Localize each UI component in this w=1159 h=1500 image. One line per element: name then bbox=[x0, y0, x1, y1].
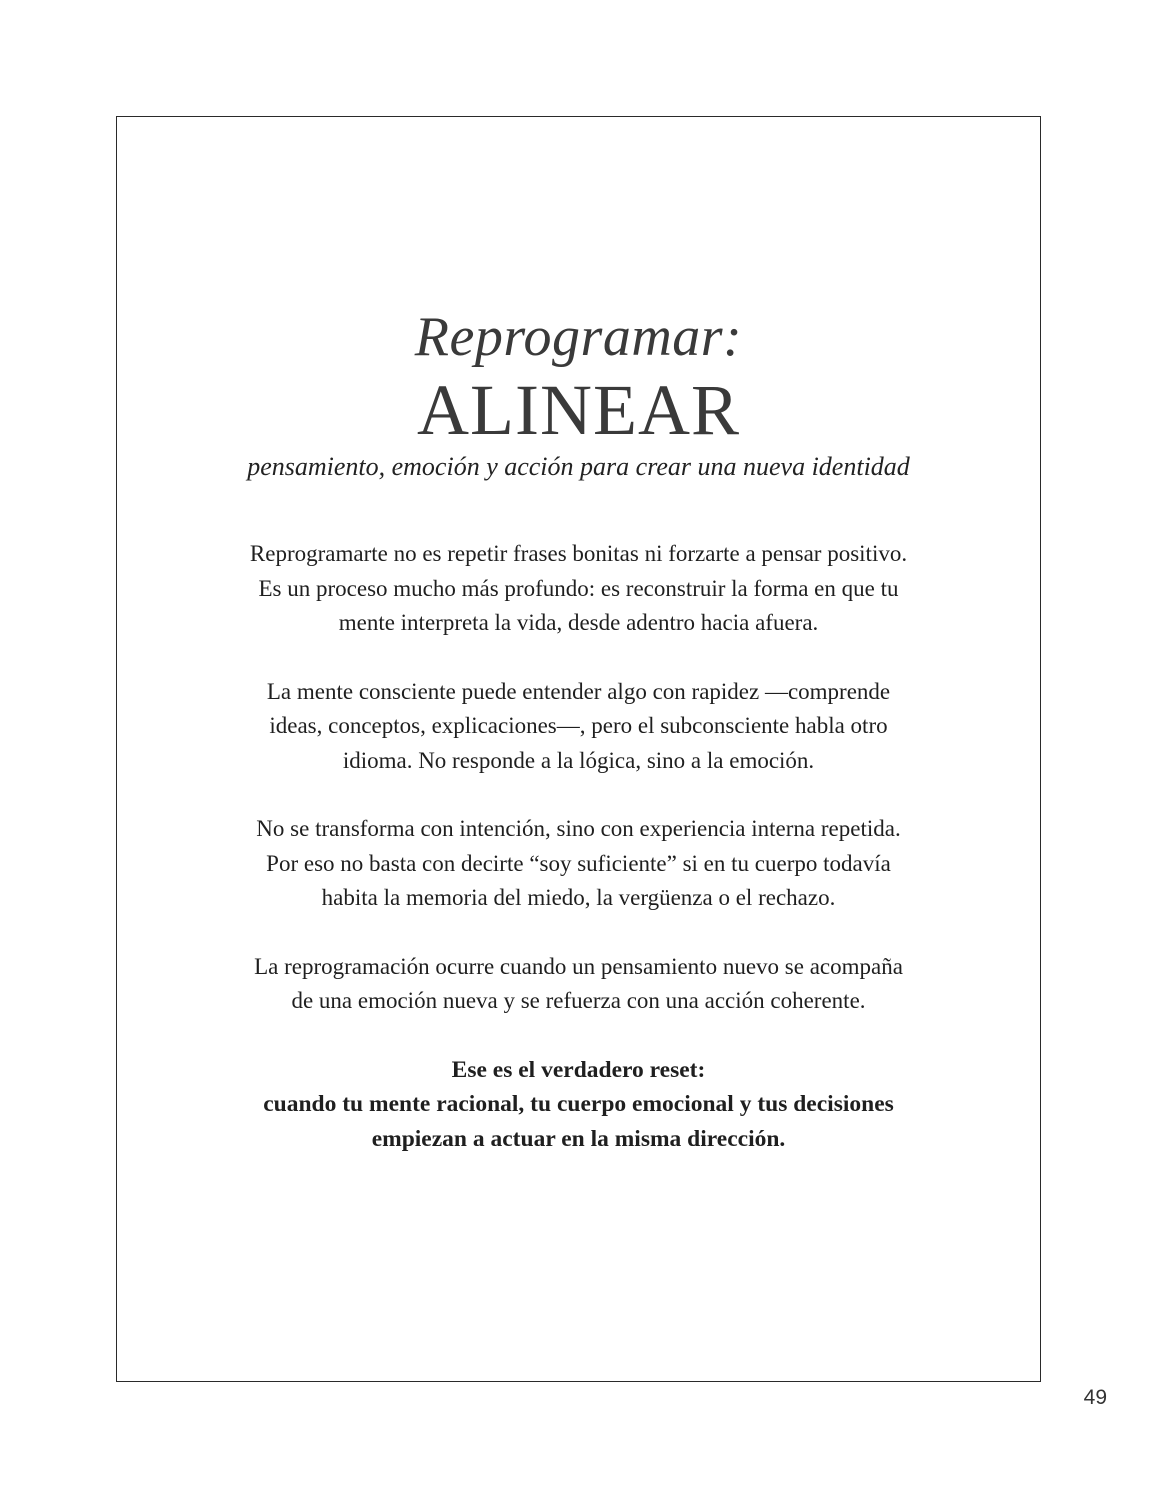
title-block bbox=[116, 0, 1041, 520]
title-italic: Reprogramar: bbox=[414, 306, 743, 368]
page-number: 49 bbox=[1083, 1386, 1107, 1409]
paragraph-2: La mente consciente puede entender algo con rapidez —comprende ideas, conceptos, explicaciones—, pero el subconsciente habla otro idioma. No responde a la lógica, sino a la emoción. bbox=[266, 678, 891, 773]
subtitle: pensamiento, emoción y acción para crear una nueva identidad bbox=[247, 452, 910, 481]
paragraph-4: La reprogramación ocurre cuando un pensamiento nuevo se acompaña de una emoción nueva y se refuerza con una acción coherente. bbox=[254, 953, 903, 1013]
paragraph-3: No se transforma con intención, sino con experiencia interna repetida. Por eso no basta con decirte “soy suficiente” si en tu cuerpo todavía habita la memoria del miedo, la vergüenza o el rechazo. bbox=[256, 816, 901, 910]
page-title: ALINEAR bbox=[417, 370, 740, 450]
closing-statement: Ese es el verdadero reset: cuando tu mente racional, tu cuerpo emocional y tus decisiones empiezan a actuar en la misma dirección. bbox=[263, 1056, 894, 1152]
body-text bbox=[116, 537, 1041, 1156]
paragraph-1: Reprogramarte no es repetir frases bonitas ni forzarte a pensar positivo. Es un proceso mucho más profundo: es reconstruir la forma en que tu mente interpreta la vida, desde adentro hacia afuera. bbox=[249, 541, 908, 635]
